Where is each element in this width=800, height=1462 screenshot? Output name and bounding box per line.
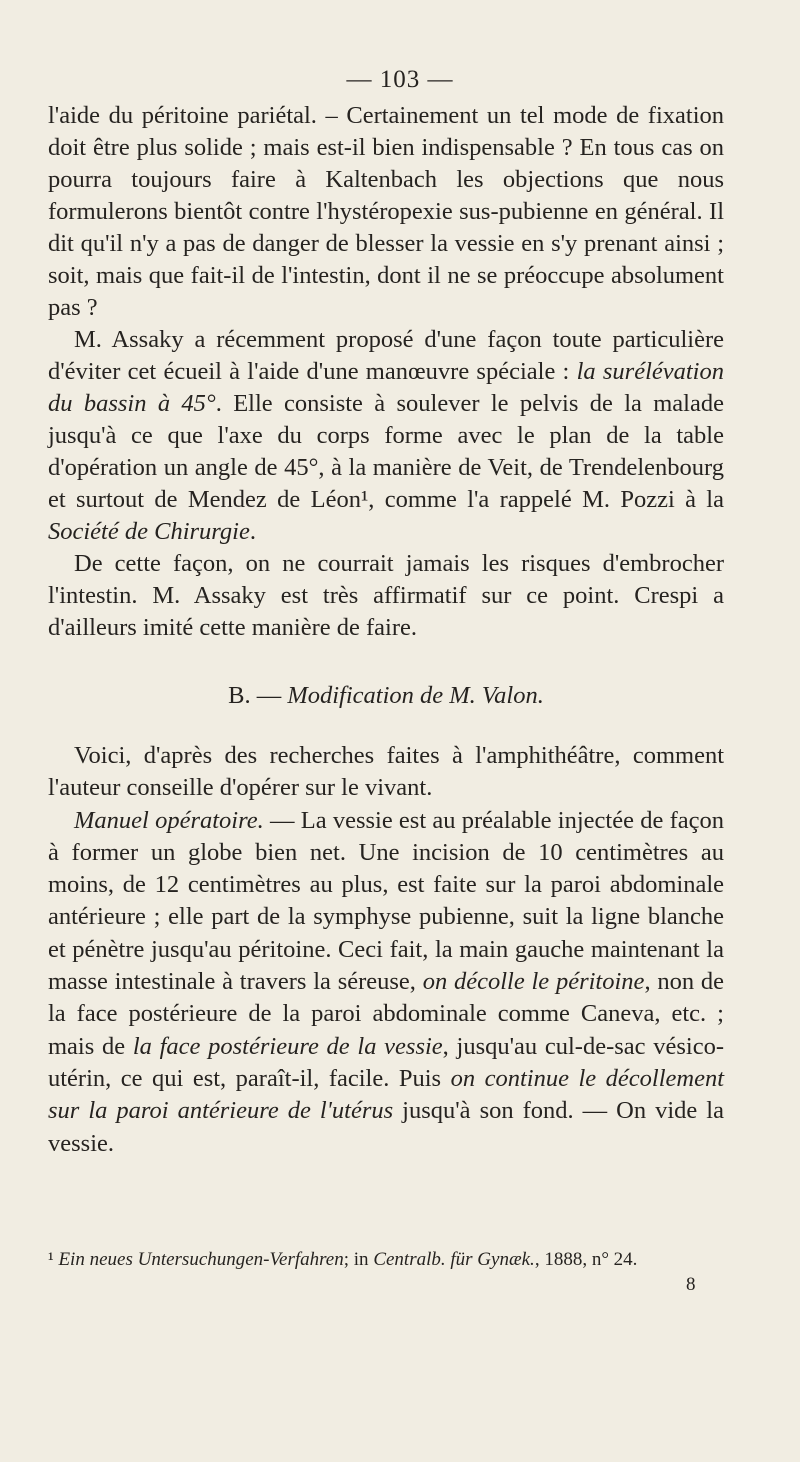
paragraph-2: M. Assaky a récemment proposé d'une façon toute particulière d'éviter cet écueil à l'aide d'une manœuvre spéciale : la surélévation du bassin à 45°. Elle consiste à soulever le pelvis de la malade jusqu'à ce que l'axe du corps forme avec le plan de la table d'opération un angle de 45°, à la manière de Veit, de Trendelenbourg et surtout de Mendez de Léon¹, comme l'a rappelé M. Pozzi à la Société de Chirurgie. xyxy=(48,326,724,545)
paragraph-5: Manuel opératoire. — La vessie est au préalable injectée de façon à former un globe bien net. Une incision de 10 centimètres au moins, de 12 centimètres au plus, est faite sur la paroi abdominale antérieure ; elle part de la symphyse pubienne, suit la ligne blanche et pénètre jusqu'au péritoine. Ceci fait, la main gauche maintenant la masse intestinale à travers la séreuse, on décolle le péritoine, non de la face postérieure de la paroi abdominale comme Caneva, etc. ; mais de la face postérieure de la vessie, jusqu'au cul-de-sac vésico-utérin, ce qui est, paraît-il, facile. Puis on continue le décollement sur la paroi antérieure de l'utérus jusqu'à son fond. — On vide la vessie. xyxy=(48,806,725,1157)
emphasis-text: la surélévation du bassin à 45° xyxy=(48,358,724,417)
paragraph-1: l'aide du péritoine pariétal. – Certainement un tel mode de fixation doit être plus solide ; mais est-il bien indispensable ? En tous cas on pourra toujours faire à Kaltenbach les objections que nous formulerons bientôt contre l'hystéropexie sus-pubienne en général. Il dit qu'il n'y a pas de danger de blesser la vessie en s'y prenant ainsi ; soit, mais que fait-il de l'intestin, dont il ne se préoccupe absolument pas ? xyxy=(48,102,724,321)
emphasis-text: on décolle le péritoine xyxy=(422,968,645,996)
emphasis-text: on continue le décollement sur la paroi antérieure de l'utérus xyxy=(48,1064,725,1125)
main-text xyxy=(48,100,724,1160)
emphasis-text: Manuel opératoire. xyxy=(74,806,264,834)
emphasis-text: Société de Chirurgie xyxy=(48,518,250,545)
emphasis-text: la face postérieure de la vessie xyxy=(132,1032,443,1060)
paragraph-3: De cette façon, on ne courrait jamais les risques d'embrocher l'intestin. M. Assaky est très affirmatif sur ce point. Crespi a d'ailleurs imité cette manière de faire. xyxy=(48,550,724,641)
signature-mark: 8 xyxy=(686,1274,696,1295)
section-body xyxy=(48,740,724,1160)
paragraph-4: Voici, d'après des recherches faites à l'amphithéâtre, comment l'auteur conseille d'opérer sur le vivant. xyxy=(48,742,724,802)
section-heading: B. — Modification de M. Valon. xyxy=(228,682,544,709)
footnote: ¹ Ein neues Untersuchungen-Verfahren; in Centralb. für Gynæk., 1888, n° 24. xyxy=(48,1249,638,1270)
page-number: — 103 — xyxy=(346,66,454,93)
